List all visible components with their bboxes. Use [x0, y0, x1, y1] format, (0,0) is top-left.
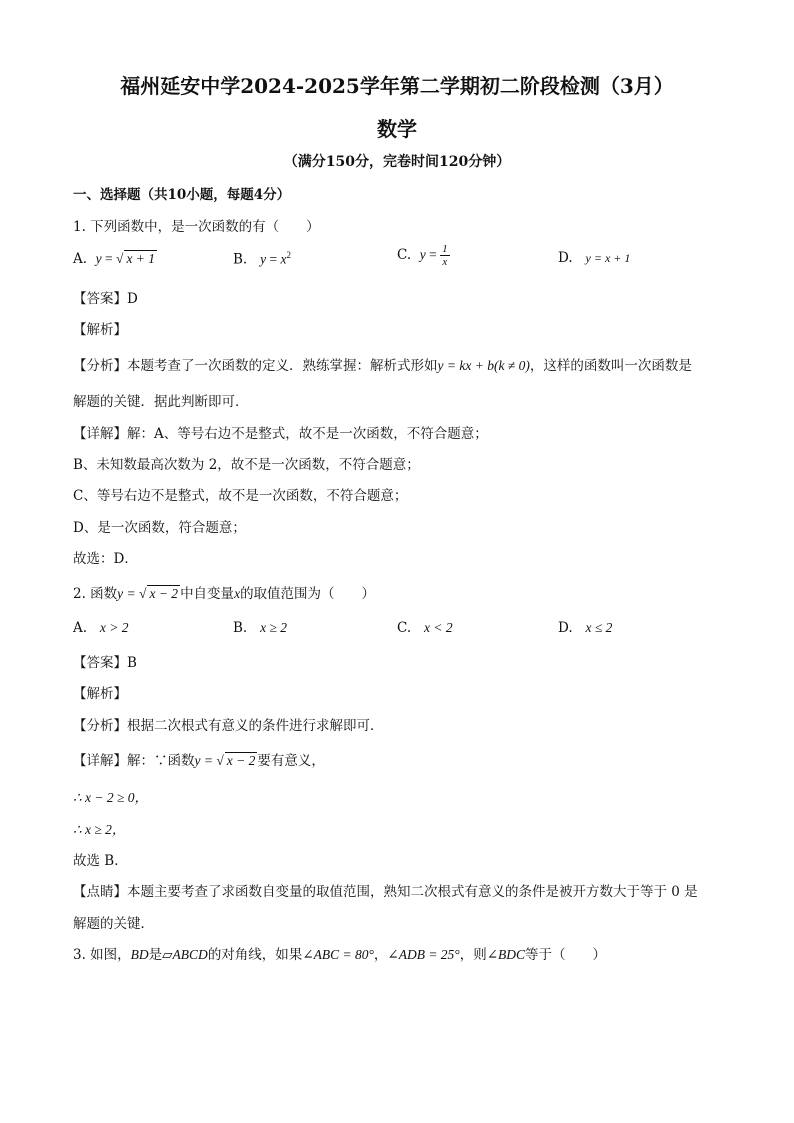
- page-title: 福州延安中学2024-2025学年第二学期初二阶段检测（3月）: [120, 74, 674, 98]
- q1-detail-2: B、未知数最高次数为 2，故不是一次函数，不符合题意；: [73, 457, 420, 473]
- stem-text: 等于（ ）: [525, 947, 607, 963]
- q2-dianjing-1: 【点睛】本题主要考查了求函数自变量的取值范围，熟知二次根式有意义的条件是被开方数大于等于 0 是: [73, 884, 698, 900]
- math-var: y: [419, 247, 426, 262]
- option-label: C.: [397, 620, 412, 636]
- stem-text: 是: [148, 947, 163, 963]
- section-heading: 一、选择题（共10小题，每题4分）: [73, 187, 291, 203]
- detail-text: 要有意义，: [257, 753, 325, 769]
- q2-option-d: [558, 620, 612, 636]
- stem-text: 2. 函数: [73, 586, 118, 602]
- fraction-denominator: x: [442, 256, 448, 268]
- option-label: D.: [558, 620, 573, 636]
- math-eq: =: [266, 251, 281, 267]
- radicand: x + 1: [126, 251, 156, 266]
- math-expression: x > 2: [99, 620, 129, 635]
- radicand: x − 2: [149, 586, 179, 601]
- q1-detail-3: C、等号右边不是整式，故不是一次函数，不符合题意；: [73, 488, 408, 504]
- stem-text: 的取值范围为（ ）: [240, 586, 376, 602]
- q1-detail-1: 【详解】解：A、等号右边不是整式，故不是一次函数，不符合题意；: [73, 426, 488, 442]
- q2-dianjing-2: 解题的关键．: [73, 916, 154, 932]
- math-expression: x ≥ 2: [260, 620, 287, 635]
- option-label: A.: [73, 620, 88, 636]
- q1-choose: 故选：D．: [73, 551, 138, 567]
- math-expression: x < 2: [424, 620, 453, 635]
- q1-option-d: [558, 250, 630, 266]
- fenxi-text: 【分析】本题考查了一次函数的定义．熟练掌握：解析式形如: [73, 358, 438, 374]
- math-lhs: y =: [117, 586, 140, 601]
- fenxi-text: ，这样的函数叫一次函数是: [529, 358, 692, 374]
- q1-option-a: [73, 250, 157, 267]
- q2-option-b: [233, 620, 287, 636]
- math-angle: ∠BDC: [486, 947, 526, 962]
- detail-text: 【详解】解：∵函数: [73, 753, 195, 769]
- stem-text: ，则: [459, 947, 487, 963]
- math-eq: =: [425, 247, 441, 262]
- math-expression: y = kx + b(k ≠ 0): [437, 358, 530, 373]
- q2-option-a: [73, 620, 129, 636]
- option-label: C.: [397, 247, 412, 263]
- sqrt-symbol: √: [116, 251, 124, 266]
- q1-analysis-label: 【解析】: [73, 322, 127, 338]
- math-parallelogram: ▱ABCD: [162, 947, 208, 962]
- question-2-stem: [73, 582, 375, 602]
- q2-fenxi: 【分析】根据二次根式有意义的条件进行求解即可．: [73, 718, 384, 734]
- math-var: y: [260, 251, 267, 267]
- q1-answer: 【答案】D: [73, 291, 138, 307]
- math-base: x: [280, 251, 287, 267]
- q2-answer: 【答案】B: [73, 655, 137, 671]
- q2-analysis-label: 【解析】: [73, 686, 127, 702]
- fraction: [440, 243, 450, 268]
- question-3-stem: [73, 943, 606, 963]
- option-label: B.: [233, 251, 248, 268]
- stem-text: ，: [373, 947, 388, 963]
- stem-text: 中自变量: [180, 586, 235, 602]
- q1-fenxi-2: 解题的关键．据此判断即可．: [73, 394, 249, 410]
- option-label: B.: [233, 620, 248, 636]
- q2-choose: 故选 B．: [73, 853, 128, 869]
- question-1-stem: 1. 下列函数中，是一次函数的有（ ）: [73, 219, 320, 235]
- stem-text: 3. 如图，: [73, 947, 131, 963]
- sqrt-symbol: √: [216, 753, 224, 768]
- fraction-numerator: 1: [442, 243, 448, 255]
- q2-detail: [73, 749, 325, 769]
- math-lhs: y =: [194, 753, 217, 768]
- exam-info: （满分150分，完卷时间120分钟）: [283, 154, 511, 170]
- q2-step-1: ∴ x − 2 ≥ 0，: [73, 790, 148, 805]
- math-eq: =: [101, 251, 117, 266]
- math-angle: ∠ADB = 25°: [387, 947, 460, 962]
- sqrt-symbol: √: [139, 586, 147, 601]
- subject-title: 数学: [377, 117, 417, 141]
- q2-step-2: ∴ x ≥ 2，: [73, 822, 126, 837]
- radicand: x − 2: [226, 753, 256, 768]
- math-exponent: 2: [286, 250, 291, 260]
- q1-fenxi: [73, 354, 692, 374]
- math-angle: ∠ABC = 80°: [302, 947, 374, 962]
- math-expression: y = x + 1: [585, 251, 631, 265]
- q2-option-c: [397, 620, 453, 636]
- math-var: x: [234, 586, 241, 601]
- math-expression: x ≤ 2: [585, 620, 613, 635]
- stem-text: 的对角线，如果: [207, 947, 303, 963]
- q1-option-b: [233, 250, 291, 268]
- math-segment: BD: [130, 947, 149, 962]
- option-label: D.: [558, 250, 573, 266]
- math-var: y: [95, 251, 102, 266]
- q1-option-c: [397, 243, 450, 268]
- option-label: A.: [73, 251, 88, 267]
- q1-detail-4: D、是一次函数，符合题意；: [73, 520, 246, 536]
